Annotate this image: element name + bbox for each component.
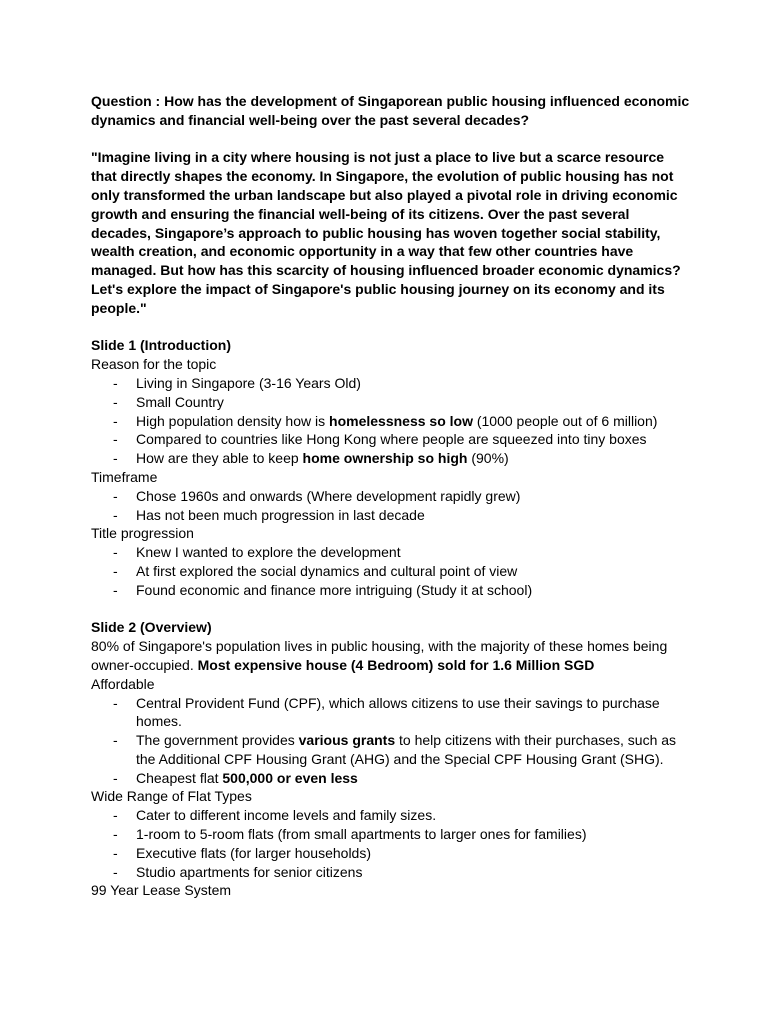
emphasis-text: home ownership so high bbox=[302, 450, 468, 467]
list-item bbox=[91, 543, 691, 562]
list-item-text: High population density how is bbox=[136, 412, 330, 429]
dash-bullet: - bbox=[113, 581, 118, 598]
list-item-text: Studio apartments for senior citizens bbox=[136, 863, 363, 880]
lease-label: 99 Year Lease System bbox=[91, 882, 232, 899]
timeframe-list bbox=[91, 487, 691, 525]
slide1-title: Slide 1 (Introduction) bbox=[91, 337, 231, 354]
list-item bbox=[91, 487, 691, 506]
list-item-text: (1000 people out of 6 million) bbox=[472, 412, 658, 429]
list-item-text: Knew I wanted to explore the development bbox=[136, 544, 401, 561]
list-item bbox=[91, 449, 691, 468]
spacer bbox=[91, 318, 691, 337]
spacer bbox=[91, 600, 691, 619]
dash-bullet: - bbox=[113, 506, 118, 523]
dash-bullet: - bbox=[113, 732, 118, 749]
flat-types-label: Wide Range of Flat Types bbox=[91, 788, 252, 805]
dash-bullet: - bbox=[113, 374, 118, 391]
list-item bbox=[91, 393, 691, 412]
hook-quote: "Imagine living in a city where housing is not just a place to live but a scarce resource that directly shapes the economy. In Singapore, the evolution of public housing has not only transformed the urban landscape but also played a pivotal role in driving economic growth and ensuring the financial well-being of its citizens. Over the past several decades, Singapore’s approach to public housing has woven together social stability, wealth creation, and economic opportunity in a way that few other countries have managed. But how has this scarcity of housing influenced broader economic dynamics? Let's explore the impact of Singapore's public housing journey on its economy and its people." bbox=[91, 149, 681, 316]
emphasis-text: Most expensive house (4 Bedroom) sold for 1.6 Million SGD bbox=[197, 656, 595, 673]
document-body bbox=[91, 92, 691, 900]
list-item-text: Cheapest flat bbox=[136, 769, 223, 786]
dash-bullet: - bbox=[113, 844, 118, 861]
list-item-text: The government provides bbox=[136, 732, 299, 749]
list-item-text: to help citizens with their purchases, such as the Additional CPF Housing Grant (AHG) and the Special CPF Housing Grant (SHG). bbox=[136, 732, 677, 767]
dash-bullet: - bbox=[113, 431, 118, 448]
list-item-text: Living in Singapore (3-16 Years Old) bbox=[136, 374, 361, 391]
list-item-text: Central Provident Fund (CPF), which allows citizens to use their savings to purchase homes. bbox=[136, 694, 660, 730]
list-item-text: At first explored the social dynamics and cultural point of view bbox=[136, 562, 518, 579]
list-item-text: How are they able to keep bbox=[136, 450, 303, 467]
reason-list bbox=[91, 374, 691, 468]
dash-bullet: - bbox=[113, 694, 118, 711]
dash-bullet: - bbox=[113, 562, 118, 579]
list-item bbox=[91, 430, 691, 449]
list-item bbox=[91, 825, 691, 844]
dash-bullet: - bbox=[113, 863, 118, 880]
emphasis-text: 500,000 or even less bbox=[222, 769, 358, 786]
list-item-text: Executive flats (for larger households) bbox=[136, 844, 371, 861]
list-item bbox=[91, 412, 691, 431]
dash-bullet: - bbox=[113, 769, 118, 786]
dash-bullet: - bbox=[113, 412, 118, 429]
slide2-intro bbox=[91, 637, 691, 675]
dash-bullet: - bbox=[113, 393, 118, 410]
affordable-list bbox=[91, 694, 691, 788]
list-item-text: Compared to countries like Hong Kong where people are squeezed into tiny boxes bbox=[136, 431, 647, 448]
slide2-title: Slide 2 (Overview) bbox=[91, 619, 212, 636]
question-text: Question : How has the development of Singaporean public housing influenced economic dynamics and financial well-being over the past several decades? bbox=[91, 93, 690, 128]
list-item bbox=[91, 731, 691, 769]
list-item-text: Small Country bbox=[136, 393, 224, 410]
list-item bbox=[91, 694, 691, 732]
title-progression-list bbox=[91, 543, 691, 599]
list-item bbox=[91, 581, 691, 600]
emphasis-text: various grants bbox=[298, 732, 396, 749]
list-item bbox=[91, 863, 691, 882]
timeframe-label: Timeframe bbox=[91, 468, 158, 485]
list-item-text: Found economic and finance more intriguing (Study it at school) bbox=[136, 581, 533, 598]
title-progression-label: Title progression bbox=[91, 525, 194, 542]
flat-types-list bbox=[91, 806, 691, 881]
list-item bbox=[91, 769, 691, 788]
list-item bbox=[91, 844, 691, 863]
list-item-text: (90%) bbox=[467, 450, 509, 467]
list-item bbox=[91, 374, 691, 393]
list-item-text: Cater to different income levels and family sizes. bbox=[136, 807, 437, 824]
dash-bullet: - bbox=[113, 826, 118, 843]
list-item-text: 1-room to 5-room flats (from small apartments to larger ones for families) bbox=[136, 826, 587, 843]
list-item-text: Has not been much progression in last decade bbox=[136, 506, 425, 523]
list-item-text: Chose 1960s and onwards (Where development rapidly grew) bbox=[136, 487, 521, 504]
emphasis-text: homelessness so low bbox=[329, 412, 473, 429]
reason-label: Reason for the topic bbox=[91, 356, 217, 373]
dash-bullet: - bbox=[113, 487, 118, 504]
dash-bullet: - bbox=[113, 450, 118, 467]
dash-bullet: - bbox=[113, 544, 118, 561]
spacer bbox=[91, 130, 691, 149]
affordable-label: Affordable bbox=[91, 675, 155, 692]
list-item bbox=[91, 562, 691, 581]
list-item bbox=[91, 506, 691, 525]
intro-text: 80% of Singapore's population lives in public housing, with the majority of these homes being owner-occupied. bbox=[91, 638, 668, 673]
list-item bbox=[91, 806, 691, 825]
dash-bullet: - bbox=[113, 807, 118, 824]
